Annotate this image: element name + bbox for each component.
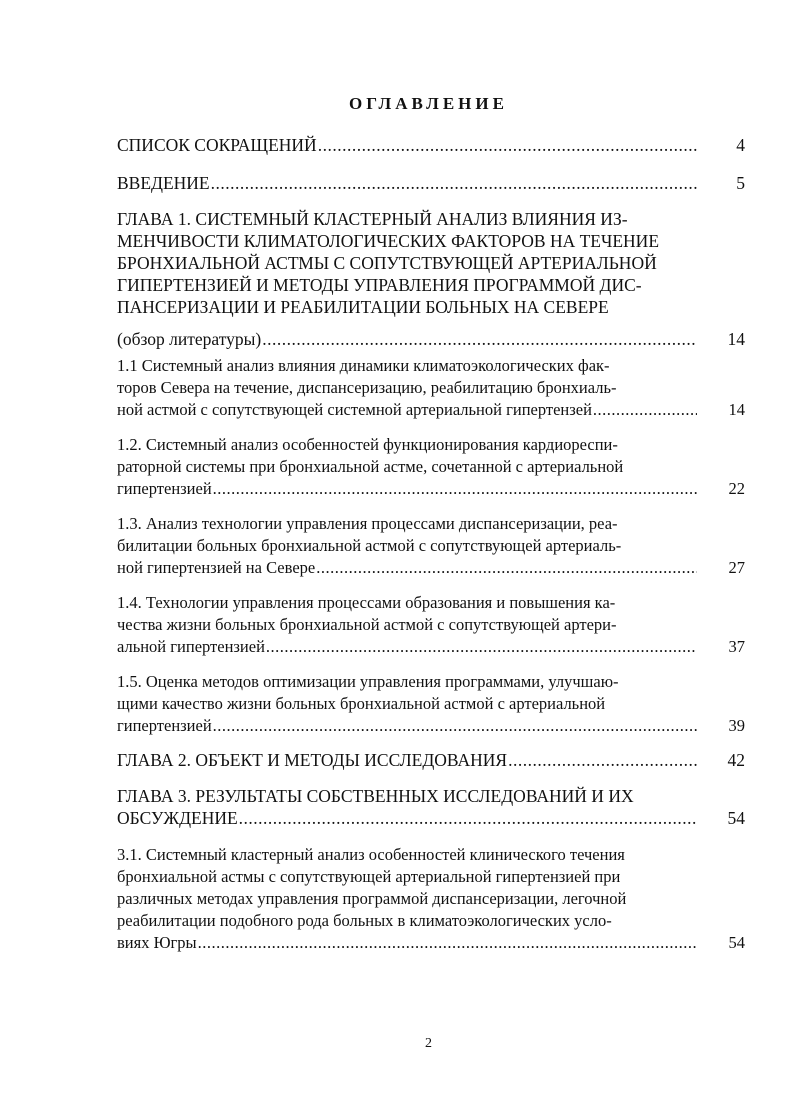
toc-entry-line: 1.1 Системный анализ влияния динамики климатоэкологических фак- [117,356,610,375]
dot-leader [213,478,697,500]
dot-leader [593,399,697,421]
toc-entry-text: ной астмой с сопутствующей системной артериальной гипертензей [117,400,592,419]
toc-entry-abbrev [117,134,745,156]
toc-page-number: 22 [728,479,745,498]
toc-entry-line: 1.4. Технологии управления процессами образования и повышения ка- [117,593,616,612]
toc-entry-ch3 [117,785,745,829]
toc-page-number: 37 [728,637,745,656]
dot-leader [211,172,697,194]
toc-entry-last-line [117,557,745,579]
toc-entry-line: ГИПЕРТЕНЗИЕЙ И МЕТОДЫ УПРАВЛЕНИЯ ПРОГРАММОЙ ДИС- [117,275,642,295]
toc-entry-text: ОБСУЖДЕНИЕ [117,808,238,828]
toc-entry-line: раторной системы при бронхиальной астме, сочетанной с артериальной [117,457,624,476]
dot-leader [316,557,697,579]
dot-leader [239,807,697,829]
page-number: 2 [425,1036,432,1051]
toc-entry-line: ГЛАВА 3. РЕЗУЛЬТАТЫ СОБСТВЕННЫХ ИССЛЕДОВАНИЙ И ИХ [117,786,634,806]
toc-entry-s1-4 [117,592,745,658]
toc-entry-last-line [117,172,745,194]
toc-entry-line: БРОНХИАЛЬНОЙ АСТМЫ С СОПУТСТВУЮЩЕЙ АРТЕРИАЛЬНОЙ [117,253,657,273]
toc-entry-text: ВВЕДЕНИЕ [117,173,210,193]
toc-entry-line: билитации больных бронхиальной астмой с сопутствующей артериаль- [117,536,622,555]
toc-entry-text: (обзор литературы) [117,329,262,349]
toc-entry-last-line [117,749,745,771]
toc-entry-text: альной гипертензией [117,637,265,656]
toc-entry-last-line [117,636,745,658]
toc-entry-line: 3.1. Системный кластерный анализ особенностей клинического течения [117,845,625,864]
toc-entry-last-line [117,807,745,829]
toc-page-number: 14 [728,400,745,419]
toc-entry-text: гипертензией [117,479,212,498]
dot-leader [262,328,697,350]
toc-entry-text: ной гипертензией на Севере [117,558,316,577]
toc-page-number: 42 [727,750,745,770]
toc-page-number: 5 [736,173,745,193]
toc-entry-last-line [117,399,745,421]
toc-entry-line: 1.3. Анализ технологии управления процессами диспансеризации, реа- [117,514,618,533]
dot-leader [508,749,697,771]
toc-entry-s1-2 [117,434,745,500]
toc-entry-line: различных методах управления программой диспансеризации, легочной [117,889,627,908]
toc-entry-line: 1.5. Оценка методов оптимизации управления программами, улучшаю- [117,672,619,691]
toc-entry-s3-1 [117,844,745,954]
toc-entry-line: МЕНЧИВОСТИ КЛИМАТОЛОГИЧЕСКИХ ФАКТОРОВ НА ТЕЧЕНИЕ [117,231,660,251]
toc-entry-line: бронхиальной астмы с сопутствующей артериальной гипертензией при [117,867,621,886]
toc-page-number: 54 [727,808,745,828]
toc-entry-line: 1.2. Системный анализ особенностей функционирования кардиоpеспи- [117,435,618,454]
dot-leader [198,932,697,954]
toc-entry-last-line [117,134,745,156]
toc-entry-last-line [117,932,745,954]
toc-entry-s1-3 [117,513,745,579]
toc-page-number: 14 [727,329,745,349]
dot-leader [318,134,697,156]
toc-page-number: 54 [728,933,745,952]
toc-entry-text: виях Югры [117,933,197,952]
dot-leader [213,715,697,737]
toc-entry-text: гипертензией [117,716,212,735]
toc-heading: ОГЛАВЛЕНИЕ [349,94,508,113]
dot-leader [266,636,697,658]
toc-page-number: 4 [736,135,745,155]
toc-entry-line: щими качество жизни больных бронхиальной астмой с артериальной [117,694,606,713]
toc-page-number: 39 [728,716,745,735]
toc-entry-line: торов Севера на течение, диспансеризацию, реабилитацию бронхиаль- [117,378,617,397]
toc-entry-last-line [117,478,745,500]
toc-entry-s1-5 [117,671,745,737]
toc-entry-last-line [117,715,745,737]
toc-entry-line: чества жизни больных бронхиальной астмой с сопутствующей артери- [117,615,617,634]
toc-entry-ch1 [117,208,745,350]
toc-page-number: 27 [728,558,745,577]
toc-entry-text: СПИСОК СОКРАЩЕНИЙ [117,135,317,155]
toc-entry-text: ГЛАВА 2. ОБЪЕКТ И МЕТОДЫ ИССЛЕДОВАНИЯ [117,750,508,770]
toc-entry-line: реабилитации подобного рода больных в климатоэкологических усло- [117,911,612,930]
toc-entry-line: ПАНСЕРИЗАЦИИ И РЕАБИЛИТАЦИИ БОЛЬНЫХ НА СЕВЕРЕ [117,297,609,317]
toc-entry-intro [117,172,745,194]
toc-entry-s1-1 [117,355,745,421]
toc-entry-last-line [117,328,745,350]
toc-entry-line: ГЛАВА 1. СИСТЕМНЫЙ КЛАСТЕРНЫЙ АНАЛИЗ ВЛИЯНИЯ ИЗ- [117,209,628,229]
toc-entry-ch2 [117,749,745,771]
